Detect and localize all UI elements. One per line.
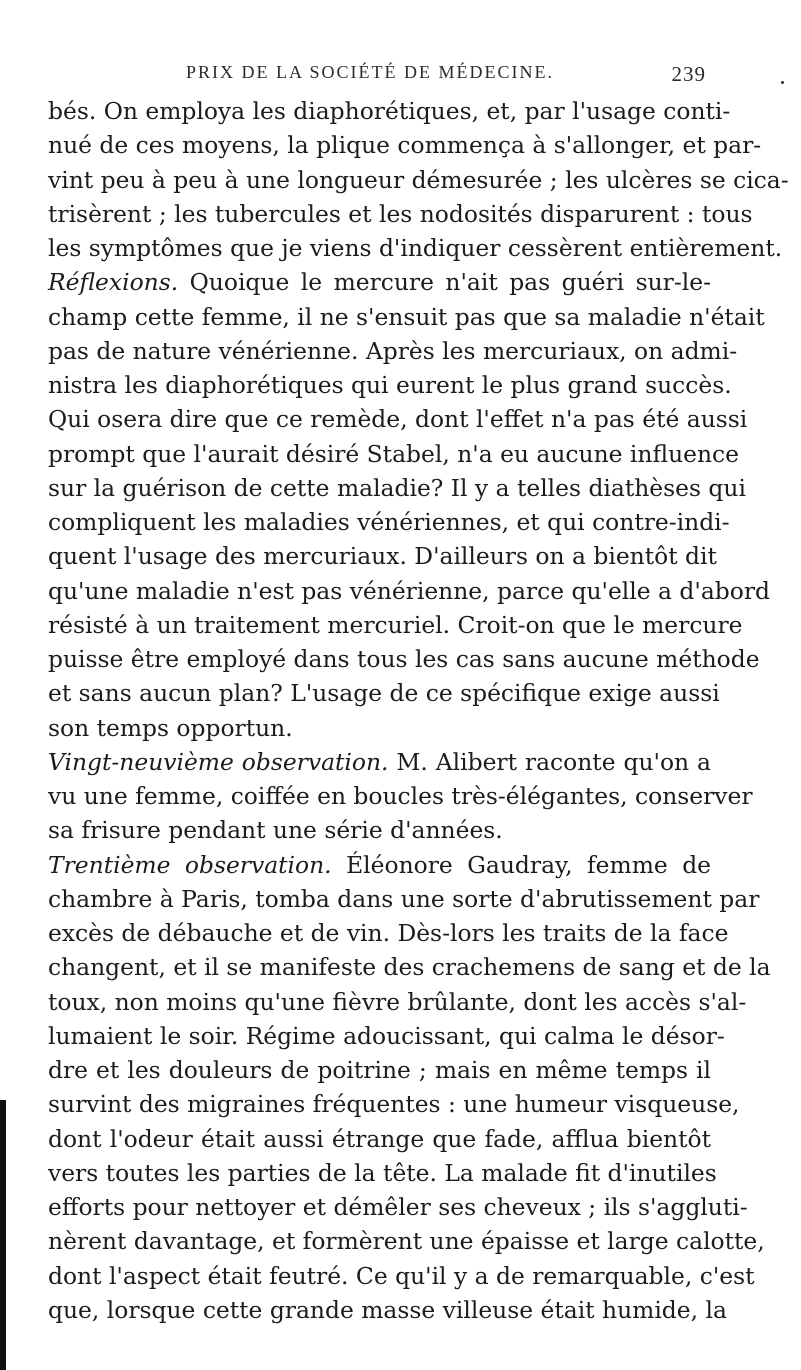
- line-text: Quoique le mercure n'ait pas guéri sur-le-: [178, 268, 711, 297]
- text-line: [48, 711, 711, 745]
- text-line: [48, 505, 730, 539]
- line-text: Qui osera dire que ce remède, dont l'effet n'a pas été aussi: [48, 405, 748, 434]
- text-line: [48, 471, 746, 505]
- line-text: puisse être employé dans tous les cas sans aucune méthode: [48, 645, 760, 673]
- line-text: et sans aucun plan? L'usage de ce spécifique exige aussi: [48, 679, 720, 708]
- text-line: [48, 94, 731, 128]
- line-text: résisté à un traitement mercuriel. Croit-on que le mercure: [48, 610, 743, 639]
- line-text: vers toutes les parties de la tête. La malade fit d'inutiles: [48, 1158, 717, 1187]
- text-line: [48, 437, 739, 471]
- line-text: champ cette femme, il ne s'ensuit pas que sa maladie n'était: [48, 302, 765, 331]
- line-text: excès de débauche et de vin. Dès-lors les traits de la face: [48, 919, 729, 947]
- text-line: [48, 676, 720, 710]
- line-text: son temps opportun.: [48, 713, 293, 742]
- line-text: quent l'usage des mercuriaux. D'ailleurs on a bientôt dit: [48, 542, 717, 571]
- text-line: [48, 1190, 748, 1224]
- text-line: [48, 334, 738, 368]
- line-text: toux, non moins qu'une fièvre brûlante, dont les accès s'al-: [48, 987, 747, 1016]
- line-text: chambre à Paris, tomba dans une sorte d'abrutissement par: [48, 884, 760, 913]
- line-text: pas de nature vénérienne. Après les mercuriaux, on admi-: [48, 336, 738, 365]
- line-text: dont l'odeur était aussi étrange que fade, afflua bientôt: [48, 1124, 711, 1153]
- text-line: [48, 163, 789, 197]
- line-text: sa frisure pendant une série d'années.: [48, 816, 503, 845]
- line-text: dont l'aspect était feutré. Ce qu'il y a de remarquable, c'est: [48, 1261, 755, 1290]
- text-line: [48, 985, 747, 1019]
- line-text: M. Alibert raconte qu'on a: [388, 747, 711, 776]
- line-text: compliquent les maladies vénériennes, et qui contre-indi-: [48, 508, 730, 536]
- text-line: [48, 745, 711, 779]
- line-text: lumaient le soir. Régime adoucissant, qui calma le désor-: [48, 1021, 725, 1050]
- line-text: changent, et il se manifeste des crachemens de sang et de la: [48, 953, 771, 982]
- line-text: sur la guérison de cette maladie? Il y a telles diathèses qui: [48, 473, 746, 502]
- section-heading: Trentième observation.: [48, 850, 332, 879]
- running-title: PRIX DE LA SOCIÉTÉ DE MÉDECINE.: [186, 62, 554, 82]
- text-line: [48, 1122, 711, 1156]
- text-line: [48, 368, 732, 402]
- text-line: [48, 608, 743, 642]
- text-line: [48, 231, 783, 265]
- text-line: [48, 1087, 740, 1121]
- text-line: [48, 1053, 711, 1087]
- text-line: [48, 642, 760, 676]
- text-line: [48, 813, 711, 847]
- section-heading: Réflexions.: [48, 268, 179, 297]
- margin-dot-mark: [781, 81, 784, 84]
- text-line: [48, 1019, 725, 1053]
- text-line: [48, 300, 765, 334]
- line-text: trisèrent ; les tubercules et les nodosités disparurent : tous: [48, 199, 753, 228]
- line-text: efforts pour nettoyer et démêler ses cheveux ; ils s'aggluti-: [48, 1193, 748, 1221]
- line-text: nèrent davantage, et formèrent une épaisse et large calotte,: [48, 1227, 765, 1256]
- line-text: que, lorsque cette grande masse villeuse était humide, la: [48, 1295, 727, 1324]
- text-line: [48, 539, 717, 573]
- text-line: [48, 197, 753, 231]
- text-line: [48, 265, 711, 299]
- text-line: [48, 1293, 727, 1327]
- text-line: [48, 574, 770, 608]
- section-heading: Vingt-neuvième observation.: [48, 747, 389, 776]
- text-line: [48, 882, 760, 916]
- text-line: [48, 1224, 765, 1258]
- text-line: [48, 779, 753, 813]
- text-line: [48, 1259, 755, 1293]
- line-text: survint des migraines fréquentes : une humeur visqueuse,: [48, 1090, 740, 1119]
- text-line: [48, 1156, 717, 1190]
- text-line: [48, 950, 771, 984]
- line-text: les symptômes que je viens d'indiquer cessèrent entièrement.: [48, 234, 783, 262]
- text-line: [48, 402, 748, 436]
- line-text: vint peu à peu à une longueur démesurée ; les ulcères se cica-: [48, 165, 789, 194]
- text-line: [48, 916, 729, 950]
- line-text: nistra les diaphorétiques qui eurent le plus grand succès.: [48, 371, 732, 399]
- line-text: qu'une maladie n'est pas vénérienne, parce qu'elle a d'abord: [48, 576, 770, 605]
- line-text: prompt que l'aurait désiré Stabel, n'a eu aucune influence: [48, 439, 739, 468]
- text-line: [48, 128, 762, 162]
- line-text: vu une femme, coiffée en boucles très-élégantes, conserver: [48, 782, 753, 810]
- line-text: Éléonore Gaudray, femme de: [331, 850, 712, 879]
- line-text: dre et les douleurs de poitrine ; mais en même temps il: [48, 1056, 711, 1084]
- line-text: nué de ces moyens, la plique commença à s'allonger, et par-: [48, 131, 762, 160]
- line-text: bés. On employa les diaphorétiques, et, par l'usage conti-: [48, 97, 731, 125]
- text-line: [48, 848, 711, 882]
- page-header: [186, 62, 706, 92]
- scan-edge-bar: [0, 1100, 6, 1370]
- page-number: 239: [671, 62, 706, 86]
